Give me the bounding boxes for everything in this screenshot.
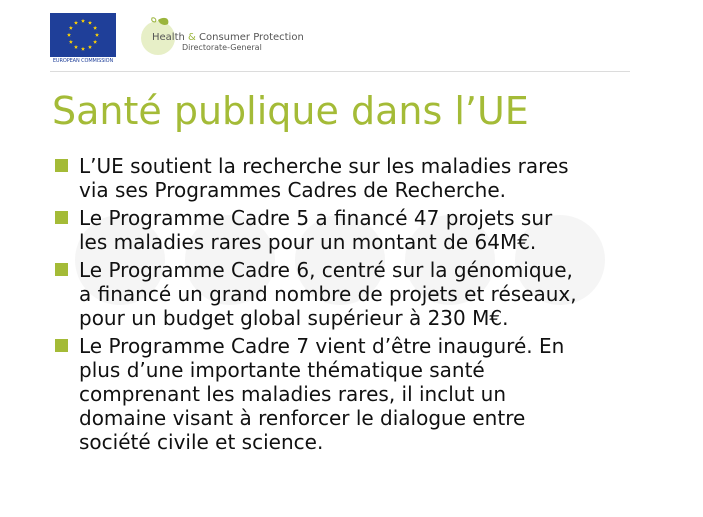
eu-star-icon — [88, 21, 92, 25]
eu-star-icon — [69, 40, 73, 44]
bullet-line: via ses Programmes Cadres de Recherche. — [79, 178, 506, 202]
european-commission-logo — [50, 13, 116, 65]
bullet-line: Le Programme Cadre 6, centré sur la génomique, — [79, 258, 573, 282]
header-divider — [50, 71, 630, 72]
eu-star-icon — [74, 21, 78, 25]
dg-health-consumer-logo — [138, 14, 338, 58]
bullet-text — [79, 258, 675, 330]
bullet-text — [79, 206, 675, 254]
dg-name-ampersand: & — [188, 32, 196, 43]
bullet-square-icon — [55, 263, 68, 276]
slide-header — [0, 0, 703, 72]
eu-star-icon — [69, 26, 73, 30]
bullet-item — [55, 154, 675, 202]
bullet-line: a financé un grand nombre de projets et réseaux, — [79, 282, 577, 306]
eu-stars-icon — [50, 13, 116, 57]
bullet-item — [55, 258, 675, 330]
bullet-line: Le Programme Cadre 7 vient d’être inauguré. En — [79, 334, 565, 358]
bullet-list — [55, 154, 675, 458]
bullet-item — [55, 334, 675, 454]
dg-subtitle: Directorate-General — [182, 43, 262, 52]
eu-star-icon — [74, 45, 78, 49]
eu-star-icon — [67, 33, 71, 37]
eu-flag-icon — [50, 13, 116, 57]
bullet-line: domaine visant à renforcer le dialogue entre — [79, 406, 526, 430]
eu-star-icon — [93, 26, 97, 30]
bullet-text — [79, 334, 675, 454]
dg-name-part2: Consumer Protection — [199, 32, 304, 43]
eu-star-icon — [95, 33, 99, 37]
bullet-line: L’UE soutient la recherche sur les maladies rares — [79, 154, 569, 178]
dg-name — [152, 32, 304, 43]
bullet-item — [55, 206, 675, 254]
bullet-square-icon — [55, 339, 68, 352]
bullet-line: les maladies rares pour un montant de 64M€. — [79, 230, 537, 254]
bullet-square-icon — [55, 159, 68, 172]
bullet-line: société civile et science. — [79, 430, 324, 454]
bullet-line: Le Programme Cadre 5 a financé 47 projets sur — [79, 206, 553, 230]
bullet-line: pour un budget global supérieur à 230 M€. — [79, 306, 509, 330]
eu-star-icon — [93, 40, 97, 44]
eu-star-icon — [81, 47, 85, 51]
slide-title: Santé publique dans l’UE — [52, 89, 529, 133]
bullet-line: comprenant les maladies rares, il inclut un — [79, 382, 507, 406]
bullet-square-icon — [55, 211, 68, 224]
eu-star-icon — [88, 45, 92, 49]
dg-name-part1: Health — [152, 32, 185, 43]
eu-star-icon — [81, 19, 85, 23]
bullet-text — [79, 154, 675, 202]
bullet-line: plus d’une importante thématique santé — [79, 358, 485, 382]
eu-logo-caption: EUROPEAN COMMISSION — [52, 58, 114, 64]
